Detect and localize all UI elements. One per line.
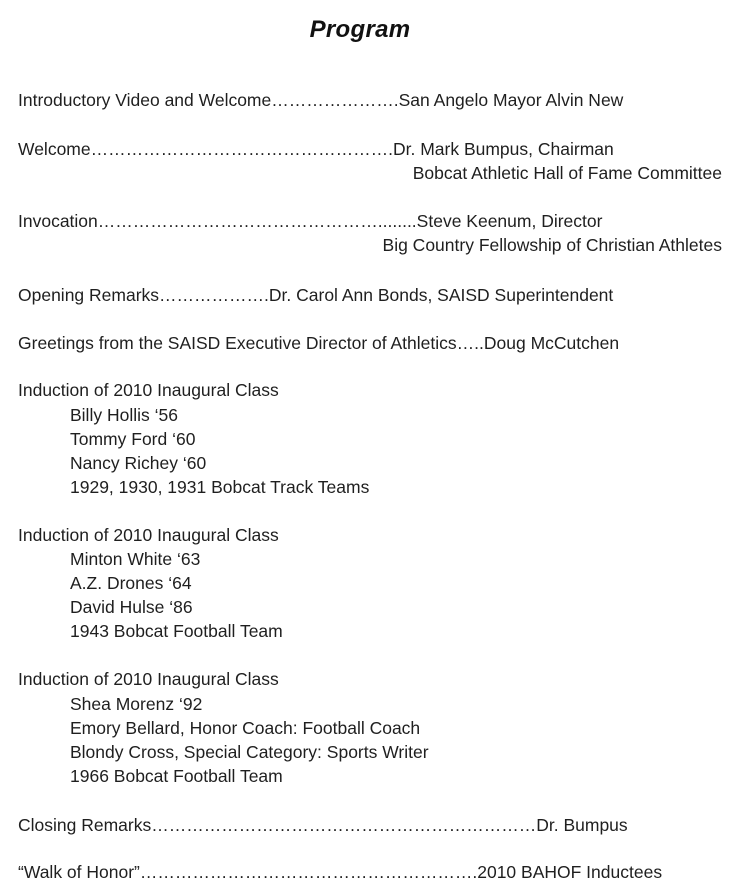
inductee-item: Billy Hollis ‘56 [70, 405, 178, 425]
program-item-walk-of-honor: “Walk of Honor”………………………………………………….2010 BAHOF Inductees [18, 862, 663, 882]
inductee-item: 1966 Bobcat Football Team [70, 766, 283, 786]
inductee-item: Blondy Cross, Special Category: Sports Writer [70, 742, 429, 762]
inductee-item: Shea Morenz ‘92 [70, 694, 203, 714]
induction-heading-2: Induction of 2010 Inaugural Class [18, 525, 279, 545]
program-item-opening-remarks: Opening Remarks……………….Dr. Carol Ann Bonds, SAISD Superintendent [18, 285, 614, 305]
program-item-greetings: Greetings from the SAISD Executive Director of Athletics…..Doug McCutchen [18, 333, 620, 353]
inductee-item: Tommy Ford ‘60 [70, 429, 196, 449]
program-item-invocation: Invocation…………………………………………........Steve Keenum, Director [18, 211, 603, 231]
inductee-item: A.Z. Drones ‘64 [70, 573, 192, 593]
program-item-introductory-video: Introductory Video and Welcome………………….San Angelo Mayor Alvin New [18, 90, 624, 110]
inductee-item: David Hulse ‘86 [70, 597, 193, 617]
program-item-invocation-subtitle: Big Country Fellowship of Christian Athletes [382, 235, 722, 255]
induction-heading-1: Induction of 2010 Inaugural Class [18, 380, 279, 400]
inductee-item: Minton White ‘63 [70, 549, 201, 569]
program-item-closing-remarks: Closing Remarks…………………………………………………………Dr. Bumpus [18, 815, 628, 835]
page-title: Program [309, 16, 411, 43]
program-item-welcome-subtitle: Bobcat Athletic Hall of Fame Committee [412, 163, 722, 183]
induction-heading-3: Induction of 2010 Inaugural Class [18, 669, 279, 689]
inductee-item: Emory Bellard, Honor Coach: Football Coach [70, 718, 421, 738]
program-item-welcome: Welcome…………………………………………….Dr. Mark Bumpus, Chairman [18, 139, 614, 159]
inductee-item: Nancy Richey ‘60 [70, 453, 207, 473]
inductee-item: 1943 Bobcat Football Team [70, 621, 283, 641]
inductee-item: 1929, 1930, 1931 Bobcat Track Teams [70, 477, 370, 497]
